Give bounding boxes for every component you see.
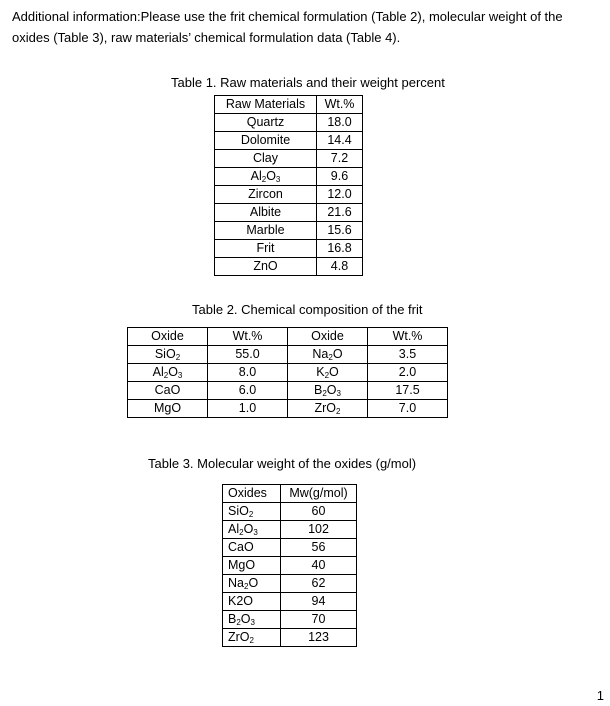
table1-cell: Quartz bbox=[215, 114, 317, 132]
table2-cell: Wt.% bbox=[368, 328, 448, 346]
table3-row bbox=[223, 503, 357, 521]
table2-row bbox=[128, 382, 448, 400]
table3-row bbox=[223, 521, 357, 539]
page-number: 1 bbox=[596, 688, 604, 703]
table1-row bbox=[215, 222, 363, 240]
table3-row bbox=[223, 611, 357, 629]
table1-row bbox=[215, 132, 363, 150]
table2-cell: 7.0 bbox=[368, 400, 448, 418]
table1-cell: ZnO bbox=[215, 258, 317, 276]
table2-frit-composition bbox=[127, 327, 448, 418]
table3-cell: $B_2O_3$ bbox=[223, 611, 281, 629]
table3-cell: 70 bbox=[281, 611, 357, 629]
table1-cell: 14.4 bbox=[317, 132, 363, 150]
table3-cell: ZrO$_2$ bbox=[223, 629, 281, 647]
table1-raw-materials bbox=[214, 95, 363, 276]
table2-cell: 1.0 bbox=[208, 400, 288, 418]
table1-cell: 16.8 bbox=[317, 240, 363, 258]
table2-header-row bbox=[128, 328, 448, 346]
table2-cell: SiO$_2$ bbox=[128, 346, 208, 364]
table2-cell: 55.0 bbox=[208, 346, 288, 364]
table3-cell: 62 bbox=[281, 575, 357, 593]
table1-cell: 18.0 bbox=[317, 114, 363, 132]
table2-row bbox=[128, 346, 448, 364]
table2-cell: 3.5 bbox=[368, 346, 448, 364]
table2-cell: Oxide bbox=[128, 328, 208, 346]
table2-cell: $B_2O_3$ bbox=[288, 382, 368, 400]
table3-cell: Oxides bbox=[223, 485, 281, 503]
table1-row bbox=[215, 168, 363, 186]
table1-row bbox=[215, 240, 363, 258]
intro-body: Please use the frit chemical formulation (Table 2), molecular weight of the oxides (Table 3), raw materials’ chemical formulation data (Table 4). bbox=[12, 9, 563, 45]
table3-cell: $Al_2O_3$ bbox=[223, 521, 281, 539]
table3-cell: Mw(g/mol) bbox=[281, 485, 357, 503]
table1-cell: Frit bbox=[215, 240, 317, 258]
table1-header-row bbox=[215, 96, 363, 114]
table2-cell: MgO bbox=[128, 400, 208, 418]
table2-cell: 2.0 bbox=[368, 364, 448, 382]
table1-cell: Marble bbox=[215, 222, 317, 240]
table2-cell: $K_2O$ bbox=[288, 364, 368, 382]
table2-cell: Oxide bbox=[288, 328, 368, 346]
table3-cell: K2O bbox=[223, 593, 281, 611]
table2-cell: 6.0 bbox=[208, 382, 288, 400]
table3-cell: 40 bbox=[281, 557, 357, 575]
table3-cell: SiO$_2$ bbox=[223, 503, 281, 521]
table3-row bbox=[223, 539, 357, 557]
table1-cell: 21.6 bbox=[317, 204, 363, 222]
table1-cell: 9.6 bbox=[317, 168, 363, 186]
table1-cell: Wt.% bbox=[317, 96, 363, 114]
table1-cell: Clay bbox=[215, 150, 317, 168]
table1-cell: 4.8 bbox=[317, 258, 363, 276]
table1-row bbox=[215, 258, 363, 276]
table1-cell: 12.0 bbox=[317, 186, 363, 204]
table1-row bbox=[215, 186, 363, 204]
table3-cell: 56 bbox=[281, 539, 357, 557]
table3-cell: 102 bbox=[281, 521, 357, 539]
table2-cell: Wt.% bbox=[208, 328, 288, 346]
table1-cell: Raw Materials bbox=[215, 96, 317, 114]
table2-row bbox=[128, 400, 448, 418]
table2-caption: Table 2. Chemical composition of the frit bbox=[192, 302, 423, 317]
table3-cell: $Na_2O$ bbox=[223, 575, 281, 593]
intro-lead: Additional information: bbox=[12, 9, 141, 24]
table1-cell: Zircon bbox=[215, 186, 317, 204]
table1-cell: Dolomite bbox=[215, 132, 317, 150]
table1-row bbox=[215, 114, 363, 132]
table3-header-row bbox=[223, 485, 357, 503]
table1-cell: Albite bbox=[215, 204, 317, 222]
table3-caption: Table 3. Molecular weight of the oxides (g/mol) bbox=[148, 456, 417, 471]
table2-cell: 17.5 bbox=[368, 382, 448, 400]
table3-molecular-weight bbox=[222, 484, 357, 647]
table1-row bbox=[215, 204, 363, 222]
table3-row bbox=[223, 575, 357, 593]
table3-cell: MgO bbox=[223, 557, 281, 575]
table2-cell: CaO bbox=[128, 382, 208, 400]
table1-caption: Table 1. Raw materials and their weight percent bbox=[171, 75, 445, 90]
table2-cell: $Al_2O_3$ bbox=[128, 364, 208, 382]
table3-row bbox=[223, 557, 357, 575]
table3-cell: 123 bbox=[281, 629, 357, 647]
table3-row bbox=[223, 629, 357, 647]
table1-cell: 15.6 bbox=[317, 222, 363, 240]
table2-cell: 8.0 bbox=[208, 364, 288, 382]
table2-row bbox=[128, 364, 448, 382]
table3-cell: CaO bbox=[223, 539, 281, 557]
table2-cell: $Na_2O$ bbox=[288, 346, 368, 364]
table3-cell: 60 bbox=[281, 503, 357, 521]
table2-cell: ZrO$_2$ bbox=[288, 400, 368, 418]
table3-cell: 94 bbox=[281, 593, 357, 611]
table1-cell: $Al_2O_3$ bbox=[215, 168, 317, 186]
table1-row bbox=[215, 150, 363, 168]
intro-paragraph bbox=[12, 6, 602, 48]
table3-row bbox=[223, 593, 357, 611]
table1-cell: 7.2 bbox=[317, 150, 363, 168]
